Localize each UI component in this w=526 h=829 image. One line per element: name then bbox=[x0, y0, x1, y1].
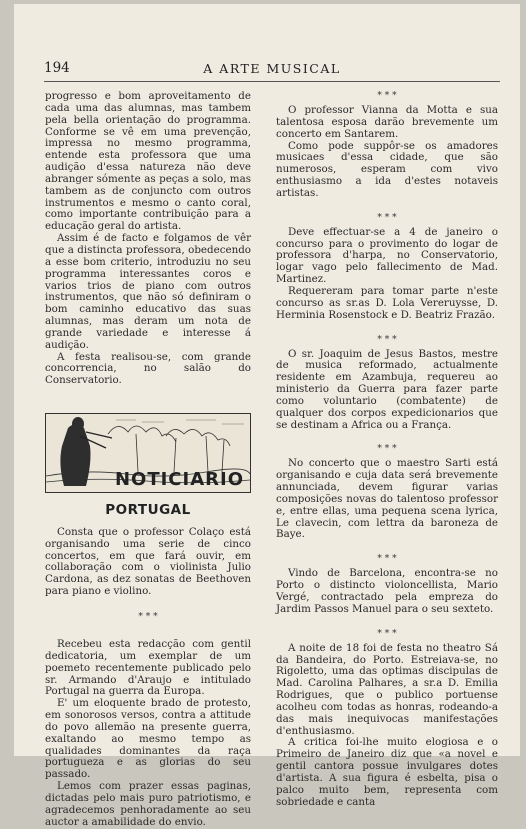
news-item: No concerto que o maestro Sarti está organisando e cuja data será brevemente annunciada, devem figurar varias composições novas do talentoso professor e, entre ellas, uma pequena scena lyrica, Le clavecin, com lettra da baroneza de Baye. bbox=[276, 457, 498, 541]
running-title: A ARTE MUSICAL bbox=[203, 61, 341, 76]
page-number: 194 bbox=[44, 60, 70, 76]
section-separator: * * * bbox=[377, 91, 397, 101]
news-item: Vindo de Barcelona, encontra-se no Porto o distincto violoncellista, Mario Vergé, contractado pela empreza do Jardim Passos Manuel para o seu sexteto. bbox=[276, 567, 498, 615]
news-item: O sr. Joaquim de Jesus Bastos, mestre de musica reformado, actualmente residente em Azambuja, requereu ao ministerio da Guerra para fazer parte como voluntario (combatente) de qualquer dos corpos expedicionarios que se destinam a Africa ou a França. bbox=[276, 347, 498, 431]
section-separator: * * * bbox=[377, 554, 397, 565]
paragraph: A festa realisou-se, com grande concorrencia, no salão do Conservatorio. bbox=[45, 350, 251, 387]
section-separator: * * * bbox=[377, 334, 397, 345]
news-item: Como pode suppôr-se os amadores musicaes d'essa cidade, que são numerosos, esperam com vivo enthusiasmo a ida d'estes notaveis artistas. bbox=[276, 139, 498, 199]
paragraph: Assim é de facto e folgamos de vêr que a distincta professora, obedecendo a esse bom criterio, introduziu no seu programma interessantes coros e varios trios de piano com outros instrumentos, que não só definiram o bom caminho educativo das suas alumnas, mas deram um nota de grande variedade e interesse á audição. bbox=[45, 232, 251, 351]
paragraph: Consta que o professor Colaço está organisando uma serie de cinco concertos, em que fará ouvir, em collaboração com o violinista Julio Cardona, as dez sonatas de Beethoven para piano e violino. bbox=[45, 525, 251, 598]
news-item: O professor Vianna da Motta e sua talentosa esposa darão brevemente um concerto em Santarem. bbox=[276, 104, 498, 140]
section-separator: * * * bbox=[377, 212, 397, 223]
right-column bbox=[276, 91, 498, 809]
news-item: Requereram para tomar parte n'este concurso as sr.as D. Lola Vereruysse, D. Herminia Rosenstock e D. Beatriz Frazão. bbox=[276, 284, 498, 321]
section-separator: * * * bbox=[138, 612, 158, 622]
noticiario-vignette bbox=[45, 413, 251, 493]
paragraph: E' um eloquente brado de protesto, em sonorosos versos, contra a attitude do povo allemão na presente guerra, exaltando ao mesmo tempo as qualidades dominantes da raça portugueza e as glorias do seu passado. bbox=[45, 697, 251, 781]
section-separator: * * * bbox=[377, 628, 397, 639]
paragraph: Lemos com prazer essas paginas, dictadas pelo mais puro patriotismo, e agradecemos penhoradamente ao seu auctor a amabilidade do envio. bbox=[45, 780, 251, 828]
news-item: A noite de 18 foi de festa no theatro Sá da Bandeira, do Porto. Estreiava-se, no Rigoletto, uma das optimas discipulas de Mad. Carolina Palhares, a sr.a D. Emilia Rodrigues, que o publico portuense acolheu com todas as honras, rodeando-a das mais inequivocas manifestações d'enthusiasmo. bbox=[276, 641, 498, 737]
news-item: Deve effectuar-se a 4 de janeiro o concurso para o provimento do logar de professora d'harpa, no Conservatorio, logar vago pelo fallecimento de Mad. Martinez. bbox=[276, 225, 498, 286]
section-separator: * * * bbox=[377, 444, 397, 455]
header-rule bbox=[44, 81, 500, 82]
news-item: A critica foi-lhe muito elogiosa e o Primeiro de Janeiro diz que «a novel e gentil cantora possue invulgares dotes d'artista. A sua figura é esbelta, pisa o palco muito bem, representa com sobriedade e canta bbox=[276, 736, 498, 808]
section-title: PORTUGAL bbox=[105, 502, 191, 519]
left-column bbox=[45, 91, 251, 829]
page-header bbox=[44, 60, 500, 78]
vignette-title: NOTICIARIO bbox=[114, 469, 244, 491]
paragraph: Recebeu esta redacção com gentil dedicatoria, um exemplar de um poemeto recentemente publicado pelo sr. Armando d'Araujo e intitulado Portugal na guerra da Europa. bbox=[45, 638, 251, 698]
paragraph: progresso e bom aproveitamento de cada uma das alumnas, mas tambem pela bella orientação do programma. Conforme se vê em uma prevenção, impressa no mesmo programma, entende esta professora que uma audição d'essa natureza não deve abranger sómente as peças a solo, mas tambem as de conjuncto com outros instrumentos e mesmo o canto coral, como importante contribuição para a educação geral do artista. bbox=[45, 90, 251, 233]
